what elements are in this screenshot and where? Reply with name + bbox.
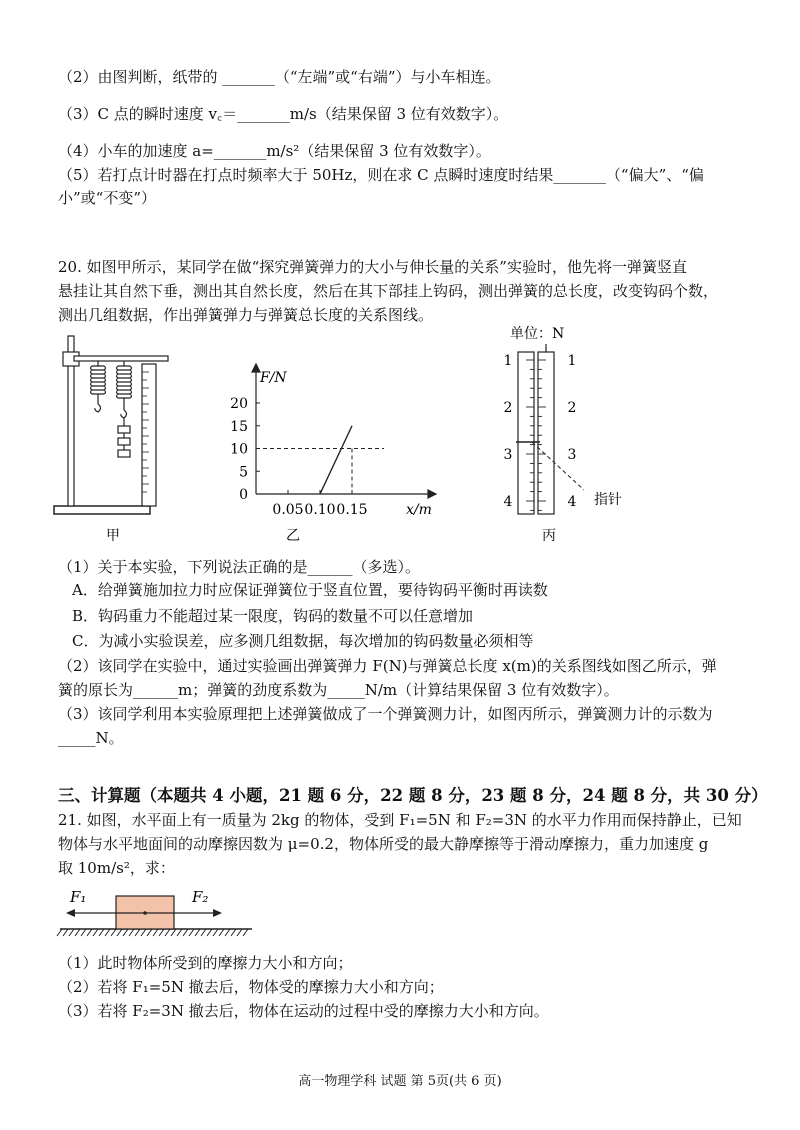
scale-left-strip: [518, 352, 534, 514]
q19-part4: （4）小车的加速度 a=_______m/s²（结果保留 3 位有效数字）。: [58, 142, 491, 160]
page-footer: 高一物理学科 试题 第 5页(共 6 页): [298, 1074, 502, 1089]
section-3-title: 三、计算题（本题共 4 小题，21 题 6 分，22 题 8 分，23 题 8 分，24 题 8 分，共 30 分）: [58, 786, 768, 805]
x-tick-label: 0.05: [272, 502, 304, 518]
q20-part2-line1: （2）该同学在实验中，通过实验画出弹簧弹力 F(N)与弹簧总长度 x(m)的关系图线如图乙所示，弹: [58, 657, 717, 675]
q21-part2: （2）若将 F₁=5N 撤去后，物体受的摩擦力大小和方向；: [58, 978, 444, 996]
figure-bing-label: 丙: [542, 528, 556, 544]
q19-part3: （3）C 点的瞬时速度 v꜀＝_______m/s（结果保留 3 位有效数字）。: [58, 105, 509, 123]
q20-part2-line2: 簧的原长为______m；弹簧的劲度系数为_____N/m（计算结果保留 3 位有效数字）。: [58, 681, 619, 699]
y-axis-arrow: [252, 364, 260, 372]
q21-force-diagram: [56, 884, 256, 942]
y-tick-label: 5: [239, 464, 248, 481]
y-tick-label: 10: [230, 441, 248, 458]
q21-line2: 物体与水平地面间的动摩擦因数为 μ=0.2，物体所受的最大静摩擦等于滑动摩擦力，重力加速度 g: [58, 835, 709, 853]
scale-label-right: 4: [567, 494, 577, 510]
q20-part1: （1）关于本实验，下列说法正确的是______（多选）。: [58, 558, 421, 576]
scale-label-left: 1: [503, 353, 513, 369]
figure-yi-graph: [216, 360, 456, 552]
f1-label: F₁: [70, 888, 87, 906]
figure-jia-label: 甲: [106, 528, 120, 544]
q21-part1: （1）此时物体所受到的摩擦力大小和方向；: [58, 954, 353, 972]
q19-part2: （2）由图判断，纸带的 _______（“左端”或“右端”）与小车相连。: [58, 68, 501, 86]
y-tick-label: 20: [230, 396, 248, 412]
y-tick-label: 0: [239, 487, 248, 503]
q20-intro-line2: 悬挂让其自然下垂，测出其自然长度，然后在其下部挂上钩码，测出弹簧的总长度，改变钩码个数，: [58, 282, 719, 300]
scale-label-left: 4: [503, 494, 513, 510]
q19-part5-line1: （5）若打点计时器在打点时频率大于 50Hz，则在求 C 点瞬时速度时结果_______（“偏大”、“偏: [58, 166, 704, 184]
x-tick-label: 0.15: [336, 502, 368, 518]
figure-bing-spring-scale: [498, 322, 658, 554]
q20-option-c: C．为减小实验误差，应多测几组数据，每次增加的钩码数量必须相等: [72, 632, 534, 650]
scale-right-strip: [538, 352, 554, 514]
q20-intro-line3: 测出几组数据，作出弹簧弹力与弹簧总长度的关系图线。: [58, 306, 434, 324]
x-axis-arrow: [428, 490, 436, 498]
x-axis-label: x/m: [406, 502, 432, 518]
y-tick-label: 15: [230, 418, 248, 435]
scale-label-left: 3: [503, 447, 513, 463]
x-tick-label: 0.10: [304, 502, 336, 518]
q20-option-b: B．钩码重力不能超过某一限度，钩码的数量不可以任意增加: [72, 607, 474, 625]
unit-label: 单位：N: [510, 326, 565, 342]
q19-part5-line2: 小”或“不变”）: [58, 189, 157, 207]
figure-jia-apparatus: [48, 330, 178, 552]
q20-intro-line1: 20. 如图甲所示，某同学在做“探究弹簧弹力的大小与伸长量的关系”实验时，他先将一弹簧竖直: [58, 258, 687, 276]
q20-part3-line2: _____N。: [58, 729, 124, 747]
scale-label-right: 3: [567, 447, 577, 463]
series-line: [320, 426, 352, 494]
q20-option-a: A．给弹簧施加拉力时应保证弹簧位于竖直位置，要待钩码平衡时再读数: [72, 581, 548, 599]
q20-part3-line1: （3）该同学利用本实验原理把上述弹簧做成了一个弹簧测力计，如图丙所示，弹簧测力计的示数为: [58, 705, 713, 723]
f2-label: F₂: [192, 888, 209, 906]
scale-label-right: 1: [567, 353, 577, 369]
pointer-label: 指针: [594, 492, 622, 508]
y-axis-label: F/N: [260, 370, 287, 386]
scale-label-right: 2: [567, 400, 577, 416]
q21-line3: 取 10m/s²，求：: [58, 859, 175, 877]
q21-line1: 21. 如图，水平面上有一质量为 2kg 的物体，受到 F₁=5N 和 F₂=3N 的水平力作用而保持静止，已知: [58, 811, 742, 829]
figure-yi-label: 乙: [286, 528, 300, 544]
q21-part3: （3）若将 F₂=3N 撤去后，物体在运动的过程中受的摩擦力大小和方向。: [58, 1002, 549, 1020]
scale-label-left: 2: [503, 400, 513, 416]
